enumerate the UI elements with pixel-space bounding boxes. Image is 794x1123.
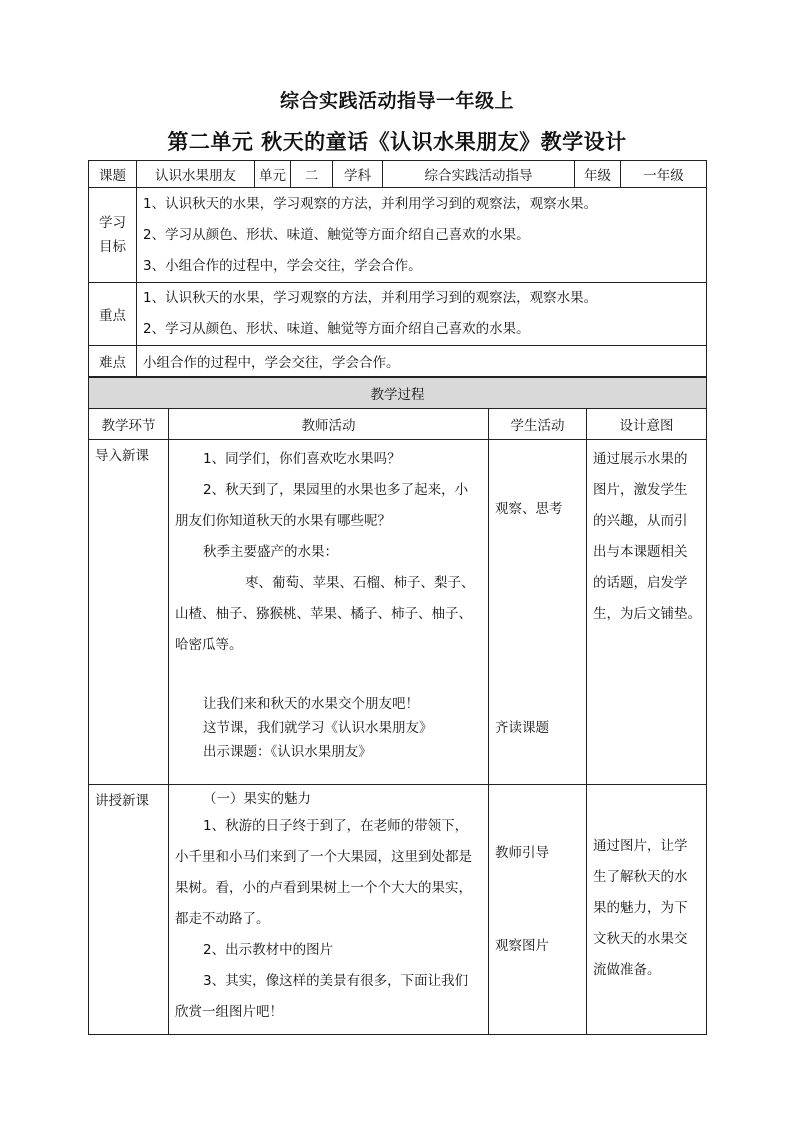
design-line: 通过展示水果的	[593, 451, 688, 467]
grade-value: 一年级	[621, 161, 707, 188]
design-block	[593, 831, 706, 986]
teacher-line: 1、同学们，你们喜欢吃水果吗？	[203, 451, 401, 467]
design-line: 出与本课题相关	[593, 544, 688, 560]
teacher-line: 朋友们你知道秋天的水果有哪些呢？	[175, 513, 391, 529]
document-subtitle: 第二单元 秋天的童话《认识水果朋友》教学设计	[167, 130, 627, 154]
process-header: 教学过程	[89, 378, 707, 409]
teacher-line: 1、秋游的日子终于到了，在老师的带领下，	[203, 818, 469, 834]
teacher-line: （一）果实的魅力	[203, 791, 311, 807]
difficulty-content: 小组合作的过程中，学会交往，学会合作。	[137, 346, 707, 377]
design-line: 图片，激发学生	[593, 482, 688, 498]
teacher-line: 让我们来和秋天的水果交个朋友吧！	[203, 696, 419, 712]
teacher-line: 2、出示教材中的图片	[203, 942, 334, 958]
student-line: 教师引导	[495, 845, 549, 861]
design-line: 文秋天的水果交	[593, 931, 688, 947]
unit-label: 单元	[255, 161, 291, 188]
teaching-process-table	[88, 377, 707, 1035]
topic-value: 认识水果朋友	[137, 161, 255, 188]
goal-item: 2、学习从颜色、形状、味道、触觉等方面介绍自己喜欢的水果。	[143, 226, 530, 243]
student-line: 观察、思考	[495, 501, 563, 517]
student-line: 齐读课题	[495, 720, 549, 736]
design-intent-lecture	[587, 785, 707, 1035]
student-line: 观察图片	[495, 938, 549, 954]
design-line: 的话题，启发学	[593, 575, 688, 591]
design-line: 的兴趣，从而引	[593, 513, 688, 529]
subject-label: 学科	[333, 161, 383, 188]
teacher-line: 3、其实，像这样的美景有很多，下面让我们	[203, 973, 469, 989]
difficulty-label: 难点	[89, 346, 137, 377]
blank-line	[175, 661, 488, 692]
key-point-item: 1、认识秋天的水果，学习观察的方法，并利用学习到的观察法，观察水果。	[143, 290, 598, 306]
column-header-teacher: 教师活动	[169, 409, 489, 440]
key-points-content	[137, 283, 707, 346]
column-header-stage: 教学环节	[89, 409, 169, 440]
teacher-line: 2、秋天到了，果园里的水果也多了起来，小	[203, 482, 469, 498]
key-point-item: 2、学习从颜色、形状、味道、触觉等方面介绍自己喜欢的水果。	[143, 321, 530, 337]
design-line: 流做准备。	[593, 962, 661, 978]
goal-item: 1、认识秋天的水果，学习观察的方法，并利用学习到的观察法，观察水果。	[143, 195, 598, 212]
lesson-info-table	[88, 160, 707, 377]
grade-label: 年级	[575, 161, 621, 188]
teacher-line: 秋季主要盛产的水果：	[203, 544, 338, 560]
column-header-design: 设计意图	[587, 409, 707, 440]
stage-lecture: 讲授新课	[89, 785, 169, 1035]
design-line: 果的魅力，为下	[593, 900, 688, 916]
document-title: 综合实践活动指导一年级上	[279, 90, 514, 112]
teacher-activity-intro	[169, 440, 489, 785]
student-activity-lecture	[489, 785, 587, 1035]
teacher-line: 这节课，我们就学习《认识水果朋友》	[203, 720, 433, 736]
column-header-student: 学生活动	[489, 409, 587, 440]
stage-intro: 导入新课	[89, 440, 169, 785]
topic-label: 课题	[89, 161, 137, 188]
goals-content	[137, 188, 707, 283]
teacher-line: 果树。看，小的卢看到果树上一个个大大的果实，	[175, 880, 472, 896]
student-activity-intro	[489, 440, 587, 785]
goals-label	[89, 188, 137, 283]
teacher-line: 小千里和小马们来到了一个大果园，这里到处都是	[175, 849, 472, 865]
teacher-line: 出示课题：《认识水果朋友》	[203, 744, 372, 760]
design-line: 生，为后文铺垫。	[593, 606, 701, 622]
subject-value: 综合实践活动指导	[383, 161, 575, 188]
design-intent-intro	[587, 440, 707, 785]
teacher-line: 哈密瓜等。	[175, 637, 243, 653]
design-line: 生了解秋天的水	[593, 869, 688, 885]
goals-label-line-1: 学习	[99, 215, 126, 231]
goal-item: 3、小组合作的过程中，学会交往，学会合作。	[143, 257, 422, 274]
unit-value: 二	[291, 161, 333, 188]
teacher-activity-lecture	[169, 785, 489, 1035]
design-line: 通过图片，让学	[593, 838, 688, 854]
teacher-line: 欣赏一组图片吧！	[175, 1004, 283, 1020]
teacher-line: 都走不动路了。	[175, 911, 270, 927]
teacher-line: 山楂、柚子、猕猴桃、苹果、橘子、柿子、柚子、	[175, 606, 472, 622]
goals-label-line-2: 目标	[99, 239, 126, 255]
teacher-line: 枣、葡萄、苹果、石榴、柿子、梨子、	[245, 575, 475, 591]
key-points-label: 重点	[89, 283, 137, 346]
